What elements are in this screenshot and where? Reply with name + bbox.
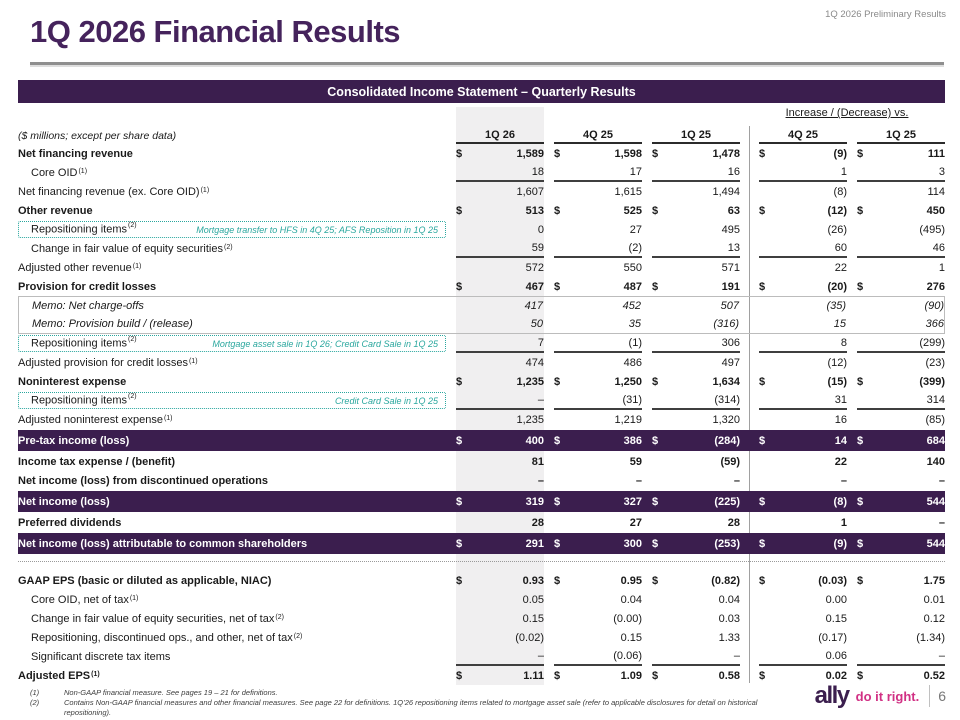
row-label: Noninterest expense	[18, 375, 127, 388]
ally-tagline: do it right.	[855, 688, 920, 704]
cell-1q26: 59	[456, 239, 544, 258]
cell-1q26: 0.15	[522, 612, 544, 625]
table-row	[18, 372, 945, 391]
row-label: Core OID $^{(1)}$	[31, 166, 88, 179]
footnote-2-text: Contains Non-GAAP financial measures and other financial measures. See page 22 for definitions. 1Q’26 repositioning items related to mortgage asset sale (refer to applicable disclosures for detail on historical repositioning).	[64, 698, 758, 718]
table-row	[18, 533, 945, 554]
row-label: Change in fair value of equity securities, net of tax $^{(2)}$	[31, 612, 284, 625]
cell-4q25: –	[635, 474, 642, 487]
cell-1q26: $ 467	[456, 280, 544, 293]
cell-vs-4q25: (26)	[827, 223, 847, 236]
row-label	[18, 391, 446, 410]
footnotes	[30, 688, 770, 718]
cell-vs-1q25: 314	[857, 391, 945, 410]
cell-1q25: 13	[652, 239, 740, 258]
cell-1q25: $ 1,478	[652, 147, 740, 160]
cell-vs-4q25: 31	[759, 391, 847, 410]
cell-vs-4q25: 22	[834, 455, 847, 468]
cell-1q26: –	[537, 474, 544, 487]
cell-1q26: 81	[531, 455, 544, 468]
footer-logo-area	[815, 684, 946, 708]
row-label: GAAP EPS (basic or diluted as applicable, NIAC)	[18, 574, 272, 587]
cell-1q25: $ 1,634	[652, 375, 740, 388]
cell-4q25: (0.06)	[554, 647, 642, 666]
cell-4q25: $ 525	[554, 204, 642, 217]
table-row	[18, 452, 945, 471]
cell-1q25: $ 191	[652, 280, 740, 293]
cell-1q25: 571	[721, 261, 740, 274]
cell-vs-1q25: (90)	[924, 300, 944, 312]
table-row	[18, 315, 945, 334]
cell-vs-1q25: 0.12	[923, 612, 945, 625]
table-row	[18, 353, 945, 372]
cell-1q26: 7	[456, 334, 544, 353]
cell-1q25: (59)	[720, 455, 740, 468]
cell-4q25: 550	[623, 261, 642, 274]
table-row	[18, 239, 945, 258]
cell-vs-4q25: $ (20)	[759, 280, 847, 293]
cell-vs-1q25: 46	[857, 239, 945, 258]
cell-vs-4q25: 16	[834, 413, 847, 426]
cell-1q26: 28	[531, 516, 544, 529]
cell-vs-4q25: $ (8)	[759, 495, 847, 508]
cell-vs-1q25: $ 544	[857, 495, 945, 508]
cell-1q25: (314)	[652, 391, 740, 410]
table-row	[18, 666, 945, 685]
cell-1q26: (0.02)	[515, 631, 544, 644]
cell-vs-1q25: (299)	[857, 334, 945, 353]
cell-1q25: 1.33	[718, 631, 740, 644]
cell-4q25: 0.04	[620, 593, 642, 606]
cell-1q26: $ 0.93	[456, 574, 544, 587]
cell-4q25: (1)	[554, 334, 642, 353]
row-label: Net income (loss) attributable to common shareholders	[18, 537, 308, 550]
cell-4q25: 452	[622, 300, 641, 312]
table-banner-title: Consolidated Income Statement – Quarterly Results	[18, 80, 945, 103]
cell-vs-4q25: $ (15)	[759, 375, 847, 388]
cell-vs-4q25: 22	[834, 261, 847, 274]
table-row	[18, 220, 945, 239]
row-label	[18, 220, 446, 239]
cell-vs-4q25: $ (9)	[759, 537, 847, 550]
row-label: Memo: Net charge-offs	[32, 300, 144, 312]
cell-1q25: $ (284)	[652, 434, 740, 447]
cell-4q25: (0.00)	[613, 612, 642, 625]
cell-vs-4q25: 1	[840, 516, 847, 529]
cell-1q25: $ (225)	[652, 495, 740, 508]
cell-vs-1q25: 0.01	[923, 593, 945, 606]
cell-1q26: $ 513	[456, 204, 544, 217]
cell-4q25: 0.15	[620, 631, 642, 644]
cell-vs-4q25: $ (9)	[759, 147, 847, 160]
footnote-1	[30, 688, 770, 698]
cell-1q25: –	[733, 474, 740, 487]
row-label: Adjusted noninterest expense $^{(1)}$	[18, 413, 173, 426]
cell-4q25: 27	[629, 516, 642, 529]
cell-4q25: $ 1.09	[554, 669, 642, 682]
cell-1q25: 0.04	[718, 593, 740, 606]
table-row	[18, 430, 945, 451]
cell-vs-1q25: 114	[927, 185, 945, 198]
ally-logo: ally	[814, 682, 849, 709]
page-title: 1Q 2026 Financial Results	[30, 14, 401, 49]
cell-vs-4q25: 0.06	[759, 647, 847, 666]
cell-1q26: $ 1.11	[456, 669, 544, 682]
table-row	[18, 609, 945, 628]
cell-vs-1q25: (1.34)	[916, 631, 945, 644]
cell-vs-1q25: –	[938, 516, 945, 529]
cell-vs-1q25: $ 276	[857, 280, 945, 293]
cell-vs-4q25: 60	[759, 239, 847, 258]
cell-1q26: $ 1,589	[456, 147, 544, 160]
row-label: Net financing revenue (ex. Core OID) $^{(1)}$	[18, 185, 210, 198]
cell-4q25: 35	[628, 318, 641, 330]
cell-1q25: 495	[721, 223, 740, 236]
cell-vs-4q25: (0.17)	[818, 631, 847, 644]
row-label: Significant discrete tax items	[31, 650, 171, 663]
cell-1q25: (316)	[713, 318, 739, 330]
cell-1q26: –	[456, 647, 544, 666]
cell-4q25: 59	[629, 455, 642, 468]
table-row	[18, 590, 945, 609]
table-row	[18, 410, 945, 429]
row-label: Change in fair value of equity securities $^{(2)}$	[31, 242, 233, 255]
cell-vs-4q25: 1	[759, 163, 847, 182]
row-label: Adjusted EPS $^{(1)}$	[18, 669, 100, 682]
table-row	[18, 491, 945, 512]
row-label: Adjusted other revenue $^{(1)}$	[18, 261, 142, 274]
col-header-4q25: 4Q 25	[554, 127, 642, 144]
cell-1q26: 1,235	[516, 413, 544, 426]
cell-vs-4q25: (8)	[833, 185, 847, 198]
cell-1q25: $ 63	[652, 204, 740, 217]
table-row	[18, 571, 945, 590]
cell-1q25: –	[652, 647, 740, 666]
cell-vs-4q25: $ 0.02	[759, 669, 847, 682]
cell-vs-4q25: $ (12)	[759, 204, 847, 217]
cell-1q26: $ 400	[456, 434, 544, 447]
footnote-1-text: Non-GAAP financial measure. See pages 19 – 21 for definitions.	[64, 688, 278, 697]
cell-1q25: $ 0.58	[652, 669, 740, 682]
cell-vs-4q25: $ (0.03)	[759, 574, 847, 587]
cell-vs-1q25: –	[857, 647, 945, 666]
cell-1q25: 306	[652, 334, 740, 353]
repositioning-annotation: Mortgage asset sale in 1Q 26; Credit Card Sale in 1Q 25	[212, 338, 438, 349]
cell-vs-1q25: 1	[938, 261, 945, 274]
cell-4q25: $ 487	[554, 280, 642, 293]
col-header-vs-1q25: 1Q 25	[857, 127, 945, 144]
cell-1q25: $ (0.82)	[652, 574, 740, 587]
cell-4q25: 27	[629, 223, 642, 236]
table-body	[18, 144, 945, 685]
footnote-2-marker: (2)	[30, 698, 40, 708]
cell-vs-1q25: $ 0.52	[857, 669, 945, 682]
table-row	[18, 277, 945, 296]
logo-page-separator	[929, 685, 930, 707]
table-row	[18, 471, 945, 490]
row-label	[18, 334, 446, 353]
cell-vs-4q25: 0.00	[825, 593, 847, 606]
cell-vs-4q25: 8	[759, 334, 847, 353]
row-label: Core OID, net of tax $^{(1)}$	[31, 593, 139, 606]
cell-1q26: 1,607	[516, 185, 544, 198]
cell-4q25: $ 1,250	[554, 375, 642, 388]
row-label: Pre-tax income (loss)	[18, 434, 130, 447]
income-statement-table	[18, 107, 945, 685]
table-row	[18, 201, 945, 220]
row-label: Income tax expense / (benefit)	[18, 455, 176, 468]
repositioning-annotation: Credit Card Sale in 1Q 25	[334, 395, 438, 406]
repositioning-annotation: Mortgage transfer to HFS in 4Q 25; AFS Reposition in 1Q 25	[196, 224, 438, 235]
page-number: 6	[938, 688, 946, 704]
row-label: Adjusted provision for credit losses $^{(1)}$	[18, 356, 198, 369]
cell-4q25: 17	[554, 163, 642, 182]
row-label: Net income (loss)	[18, 495, 110, 508]
increase-decrease-header-row	[18, 107, 945, 124]
cell-vs-4q25: –	[840, 474, 847, 487]
col-header-1q26: 1Q 26	[456, 127, 544, 144]
row-label: Preferred dividends	[18, 516, 122, 529]
cell-1q26: 18	[456, 163, 544, 182]
cell-1q26: 50	[530, 318, 543, 330]
cell-4q25: $ 300	[554, 537, 642, 550]
cell-1q25: 28	[727, 516, 740, 529]
table-row	[18, 258, 945, 277]
cell-4q25: $ 386	[554, 434, 642, 447]
row-label: Net financing revenue	[18, 147, 133, 160]
cell-vs-4q25: (12)	[827, 356, 847, 369]
table-row	[18, 296, 945, 315]
table-row	[18, 334, 945, 353]
cell-4q25: (2)	[554, 239, 642, 258]
cell-1q26: $ 1,235	[456, 375, 544, 388]
cell-vs-1q25: $ (399)	[857, 375, 945, 388]
cell-vs-1q25: –	[938, 474, 945, 487]
table-row	[18, 182, 945, 201]
cell-vs-1q25: $ 684	[857, 434, 945, 447]
cell-vs-1q25: 366	[925, 318, 944, 330]
repositioning-callout: Repositioning items$^{(2)}$ Mortgage asset sale in 1Q 26; Credit Card Sale in 1Q 25	[18, 335, 446, 352]
cell-vs-1q25: (85)	[925, 413, 945, 426]
cell-vs-1q25: (495)	[919, 223, 945, 236]
cell-1q26: 0.05	[522, 593, 544, 606]
cell-vs-4q25: 0.15	[825, 612, 847, 625]
cell-1q25: 1,320	[712, 413, 740, 426]
row-label: Provision for credit losses	[18, 280, 157, 293]
cell-vs-1q25: $ 111	[857, 147, 945, 160]
column-header-row	[18, 124, 945, 144]
table-row	[18, 391, 945, 410]
cell-4q25: $ 327	[554, 495, 642, 508]
cell-vs-4q25: (35)	[826, 300, 846, 312]
table-row	[18, 647, 945, 666]
cell-vs-1q25: $ 1.75	[857, 574, 945, 587]
repositioning-callout: Repositioning items$^{(2)}$ Mortgage transfer to HFS in 4Q 25; AFS Reposition in 1Q 25	[18, 221, 446, 238]
cell-1q26: 572	[525, 261, 544, 274]
cell-1q26: 417	[524, 300, 543, 312]
cell-4q25: (31)	[554, 391, 642, 410]
cell-vs-4q25: $ 14	[759, 434, 847, 447]
cell-1q26: 474	[525, 356, 544, 369]
cell-1q25: $ (253)	[652, 537, 740, 550]
cell-4q25: 486	[623, 356, 642, 369]
cell-4q25: $ 1,598	[554, 147, 642, 160]
cell-1q26: $ 291	[456, 537, 544, 550]
repositioning-callout: Repositioning items$^{(2)}$ Credit Card Sale in 1Q 25	[18, 392, 446, 409]
cell-4q25: $ 0.95	[554, 574, 642, 587]
cell-1q26: –	[456, 391, 544, 410]
col-header-1q25: 1Q 25	[652, 127, 740, 144]
footnote-2	[30, 698, 770, 718]
row-label: Repositioning, discontinued ops., and other, net of tax $^{(2)}$	[31, 631, 303, 644]
col-header-vs-4q25: 4Q 25	[759, 127, 847, 144]
cell-1q25: 507	[720, 300, 739, 312]
cell-vs-1q25: 3	[857, 163, 945, 182]
table-row	[18, 163, 945, 182]
table-row	[18, 513, 945, 532]
cell-vs-4q25: 15	[833, 318, 846, 330]
units-label: ($ millions; except per share data)	[18, 130, 177, 142]
cell-1q25: 16	[652, 163, 740, 182]
slide-context-label: 1Q 2026 Preliminary Results	[825, 9, 946, 20]
cell-vs-1q25: $ 450	[857, 204, 945, 217]
row-label: Other revenue	[18, 204, 93, 217]
footnote-1-marker: (1)	[30, 688, 40, 697]
title-divider	[30, 62, 944, 65]
cell-vs-1q25: 140	[926, 455, 945, 468]
cell-1q25: 497	[721, 356, 740, 369]
cell-1q25: 0.03	[718, 612, 740, 625]
increase-decrease-label: Increase / (Decrease) vs.	[785, 107, 909, 119]
cell-1q25: 1,494	[712, 185, 740, 198]
cell-1q26: $ 319	[456, 495, 544, 508]
table-row	[18, 628, 945, 647]
table-row	[18, 144, 945, 163]
cell-vs-1q25: (23)	[925, 356, 945, 369]
row-label: Net income (loss) from discontinued operations	[18, 474, 268, 487]
cell-4q25: 1,219	[614, 413, 642, 426]
row-label: Memo: Provision build / (release)	[32, 318, 193, 330]
cell-1q26: 0	[537, 223, 544, 236]
section-separator	[18, 555, 945, 562]
cell-vs-1q25: $ 544	[857, 537, 945, 550]
cell-4q25: 1,615	[614, 185, 642, 198]
